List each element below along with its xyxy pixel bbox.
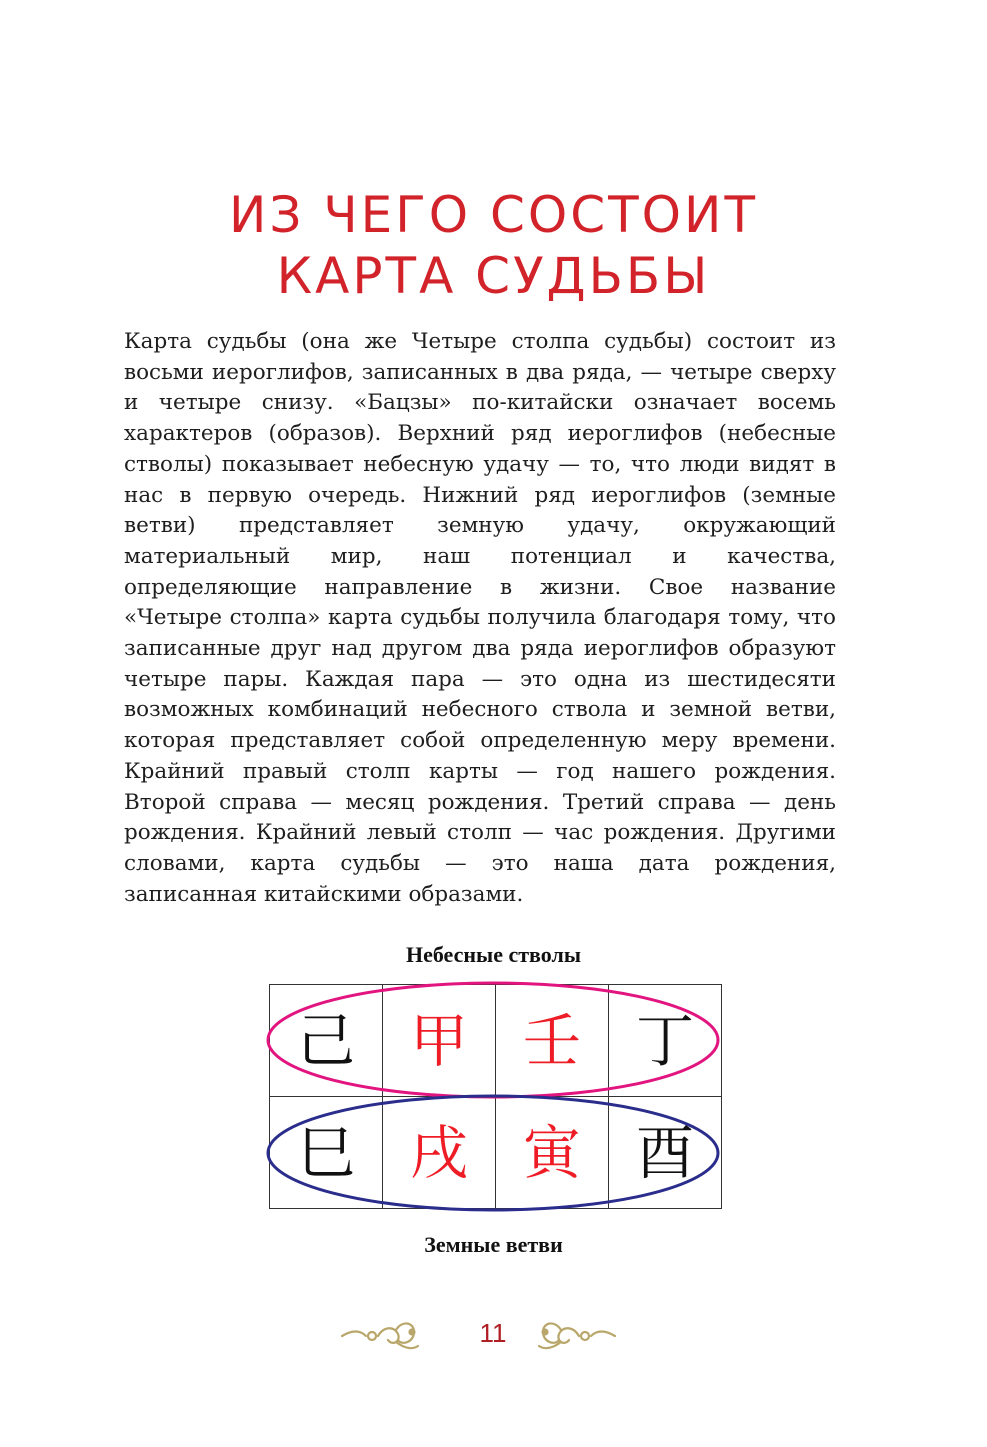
- right-ornament-icon: [539, 1323, 615, 1348]
- stem-day: 甲: [383, 985, 496, 1097]
- earthly-branches-row: [270, 1097, 722, 1209]
- four-pillars-grid: [269, 984, 722, 1209]
- branch-month: 寅: [496, 1097, 609, 1209]
- page-number: 11: [479, 1318, 507, 1348]
- stem-month: 壬: [496, 985, 609, 1097]
- stem-year: 丁: [609, 985, 722, 1097]
- branch-hour: 巳: [270, 1097, 383, 1209]
- branch-day: 戌: [383, 1097, 496, 1209]
- left-ornament-icon: [342, 1323, 418, 1348]
- branch-year: 酉: [609, 1097, 722, 1209]
- heavenly-stems-row: [270, 985, 722, 1097]
- stem-hour: 己: [270, 985, 383, 1097]
- heavenly-stems-caption: Небесные стволы: [405, 942, 582, 967]
- page-title-line-2: КАРТА СУДЬБЫ: [276, 247, 711, 305]
- body-paragraph: Карта судьбы (она же Четыре столпа судьбы) состоит из восьми иероглифов, записанных в два ряда, — четыре сверху и четыре снизу. «Бацзы» по-китайски означает восемь характеров (образов). Верхний ряд иероглифов (небесные стволы) показывает небесную удачу — то, что люди видят в нас в первую очередь. Нижний ряд иероглифов (земные ветви) представляет земную удачу, окружающий материальный мир, наш потенциал и качества, определяющие направление в жизни. Свое название «Четыре столпа» карта судьбы получила благодаря тому, что записанные друг над другом два ряда иероглифов образуют четыре пары. Каждая пара — это одна из шестидесяти возможных комбинаций небесного ствола и земной ветви, которая представляет собой определенную меру времени. Крайний правый столп карты — год нашего рождения. Второй справа — месяц рождения. Третий справа — день рождения. Крайний левый столп — час рождения. Другими словами, карта судьбы — это наша дата рождения, записанная китайскими образами.: [124, 329, 836, 907]
- page-title-line-1: ИЗ ЧЕГО СОСТОИТ: [229, 186, 758, 244]
- earthly-branches-caption: Земные ветви: [424, 1232, 563, 1257]
